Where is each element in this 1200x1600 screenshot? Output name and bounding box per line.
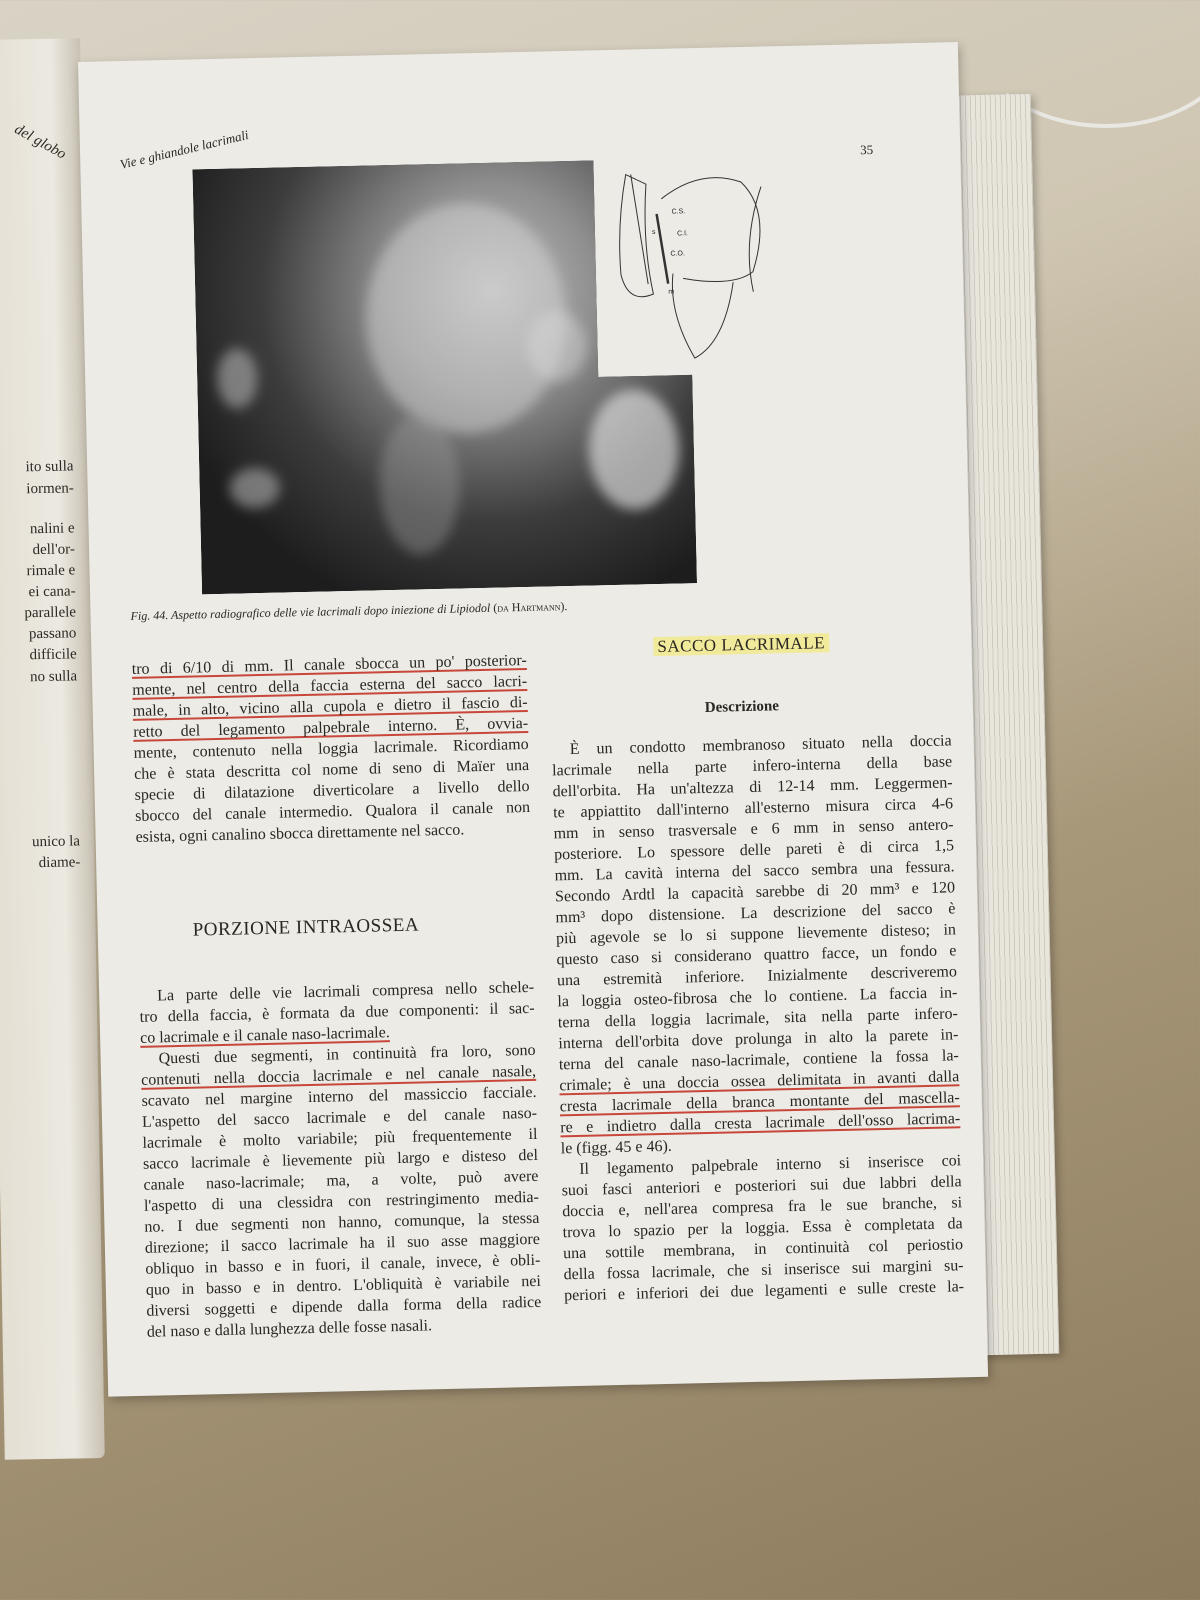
text-line: retto del legamento palpebrale interno. È, ovvia- (133, 714, 529, 741)
diagram-label-cs: C.S. (671, 208, 686, 216)
left-page-fragment: ei cana- (28, 583, 76, 601)
text-line: obliquo in basso e in fuori, il canale, invece, è obli- (145, 1251, 541, 1278)
text-line: interna dell'orbita dove prolunga in alto la parete in- (558, 1026, 959, 1053)
left-page-fragment: no sulla (29, 668, 78, 686)
left-page-fragment: diame- (38, 854, 81, 872)
text-line: del naso e dalla lunghezza delle fosse nasali. (146, 1317, 433, 1341)
left-para-2 (139, 977, 535, 1049)
caption-source: (da Hartmann). (493, 599, 568, 615)
right-para-2 (561, 1150, 964, 1306)
book-page (78, 42, 988, 1397)
text-line: della fossa lacrimale, che si inserisce sui margini su- (563, 1257, 964, 1284)
text-line: male, in alto, vicino alla cupola e dietro il fascio di- (132, 693, 528, 720)
text-line: specie di dilatazione diverticolare a livello dello (134, 777, 530, 804)
text-line: mm in senso trasversale e 6 mm in senso antero- (553, 816, 954, 843)
text-line: È un condotto membranoso situato nella doccia (569, 732, 952, 759)
left-page-fragment: del globo (11, 121, 69, 163)
left-page-fragment: passano (28, 625, 77, 643)
running-head: Vie e ghiandole lacrimali (118, 127, 250, 172)
heading-highlight: SACCO LACRIMALE (653, 633, 829, 656)
text-line: mente, nel centro della faccia esterna del sacco lacri- (132, 672, 528, 699)
text-line: l'aspetto di una clessidra con restringimento media- (143, 1188, 540, 1215)
text-line: dell'orbita. Ha un'altezza di 12-14 mm. Leggermen- (552, 774, 953, 801)
text-line: più agevole se lo si suppone lievemente disteso; in (555, 921, 957, 948)
text-line: che è stata descritta col nome di seno di Maïer una (133, 756, 530, 783)
text-line: no. I due segmenti non hanno, comunque, la stessa (144, 1209, 540, 1236)
text-line: mm. La cavità interna del sacco sembra una fessura. (554, 858, 955, 885)
text-line: la loggia osteo-fibrosa che lo contiene. La faccia in- (557, 984, 958, 1011)
text-line: Questi due segmenti, in continuità fra loro, sono (158, 1041, 536, 1068)
diagram-label-ci: C.I. (676, 230, 689, 238)
text-line: le (figg. 45 e 46). (560, 1137, 673, 1158)
left-page-fragment: nalini e (29, 520, 75, 538)
right-para-1 (551, 730, 960, 1159)
figure-caption (130, 599, 567, 624)
text-line: crimale; è una doccia ossea delimitata in avanti dalla (559, 1068, 960, 1095)
diagram-label-m: m (668, 288, 675, 296)
text-line: tro di 6/10 di mm. Il canale sbocca un po' posterior- (131, 651, 527, 678)
text-line: L'aspetto del sacco lacrimale e del canale naso- (141, 1104, 538, 1131)
text-line: una estremità inferiore. Inizialmente descriveremo (556, 963, 958, 990)
anatomical-diagram (610, 161, 774, 365)
left-page-fragment: parallele (24, 604, 77, 622)
text-line: sbocco del canale intermedio. Qualora il canale non (134, 798, 531, 825)
text-line: lacrimale è molto variabile; più frequentemente il (142, 1125, 538, 1152)
text-line: co lacrimale e il canale naso-lacrimale. (139, 1024, 390, 1047)
left-page-fragment: ito sulla (25, 458, 74, 476)
diagram-label-co: C.O. (670, 250, 685, 258)
text-line: scavato nel margine interno del massiccio facciale. (141, 1083, 537, 1110)
text-line: terna del canale naso-lacrimale, contiene la fossa la- (558, 1047, 959, 1074)
caption-text: Aspetto radiografico delle vie lacrimali dopo iniezione di Lipiodol (170, 600, 491, 623)
left-page-fragment: difficile (29, 646, 77, 664)
text-line: direzione; il sacco lacrimale ha il suo asse maggiore (144, 1230, 541, 1257)
subheading-descrizione: Descrizione (704, 698, 780, 716)
text-line: mm³ dopo distensione. La descrizione del sacco è (555, 900, 956, 927)
text-line: Il legamento palpebrale interno si inserisce coi (579, 1152, 962, 1178)
text-line: tro della faccia, è formata da due componenti: il sac- (139, 999, 535, 1026)
left-page-fragment: dell'or- (32, 541, 76, 559)
page-number: 35 (860, 141, 874, 158)
caption-prefix: Fig. 44. (130, 608, 169, 623)
text-line: lacrimale nella parte infero-interna della base (552, 753, 953, 780)
text-line: diversi soggetti e dipende dalla forma della radice (146, 1293, 542, 1320)
text-line: questo caso si considerano quattro facce, un fondo e (556, 942, 957, 969)
text-line: cresta lacrimale della branca montante del mascella- (559, 1089, 960, 1116)
text-line: re e indietro dalla cresta lacrimale dell'osso lacrima- (560, 1110, 961, 1137)
text-line: La parte delle vie lacrimali compresa nello schele- (157, 978, 535, 1005)
left-para-3 (140, 1040, 542, 1343)
text-line: te appiattito dall'interno all'esterno misura circa 4-6 (552, 795, 954, 822)
text-line: doccia e, nell'area compresa fra le sue branche, si (562, 1194, 963, 1221)
text-line: periori e inferiori dei due legamenti e sulle creste la- (563, 1278, 965, 1305)
heading-sacco-lacrimale (653, 633, 829, 657)
text-line: mente, contenuto nella loggia lacrimale. Ricordiamo (133, 735, 529, 762)
text-line: una sottile membrana, in continuità col periostio (562, 1236, 964, 1263)
text-line: canale naso-lacrimale; ma, a volte, può avere (143, 1167, 539, 1194)
text-line: esista, ogni canalino sbocca direttamente nel sacco. (135, 821, 465, 846)
text-line: Secondo Ardtl la capacità sarebbe di 20 mm³ e 120 (554, 879, 956, 906)
text-line: suoi fasci anteriori e posteriori sui due labbri della (561, 1173, 962, 1200)
left-page-fragment: iormen- (26, 480, 74, 498)
text-line: posteriore. Lo spessore delle pareti è di circa 1,5 (553, 837, 955, 864)
heading-porzione-intraossea: PORZIONE INTRAOSSEA (192, 914, 420, 941)
text-line: sacco lacrimale è lievemente più largo e disteso del (142, 1146, 539, 1173)
text-line: terna della loggia lacrimale, sita nella parte infero- (557, 1005, 959, 1032)
left-page-fragment: rimale e (26, 562, 76, 580)
text-line: trova lo spazio per la loggia. Essa è completata da (562, 1215, 963, 1242)
left-page-fragment: unico la (31, 833, 81, 851)
diagram-label-s: s (651, 228, 656, 237)
text-line: quo in basso e in dentro. L'obliquità è variabile nei (145, 1272, 541, 1299)
left-para-1 (132, 650, 531, 848)
text-line: contenuti nella doccia lacrimale e nel canale nasale, (140, 1062, 537, 1089)
